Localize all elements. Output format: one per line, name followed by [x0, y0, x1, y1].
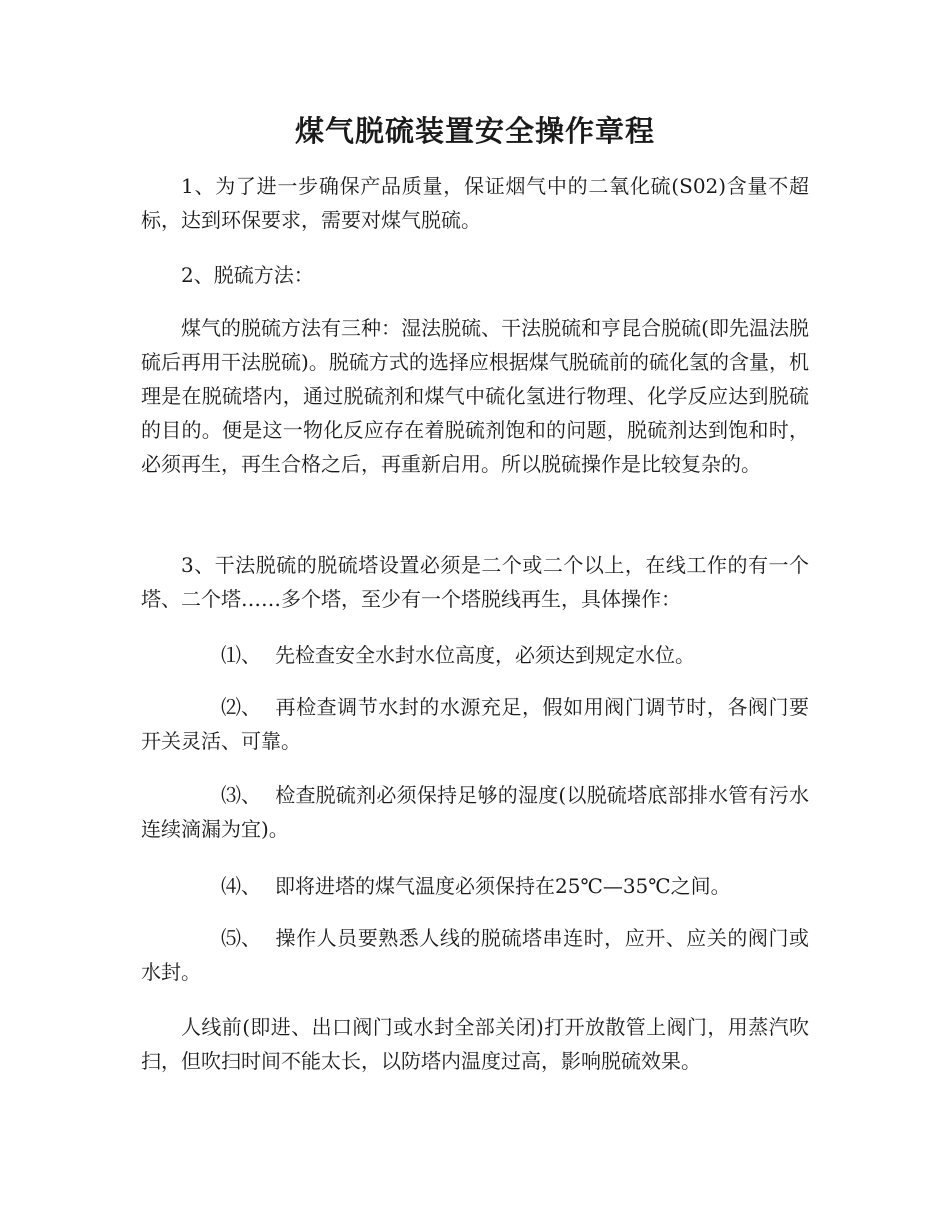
list-item-text: 再检查调节水封的水源充足，假如用阀门调节时，各阀门要开关灵活、可靠。 [141, 695, 809, 753]
list-item-text: 检查脱硫剂必须保持足够的湿度(以脱硫塔底部排水管有污水连续滴漏为宜)。 [141, 783, 809, 841]
list-item-text: 操作人员要熟悉人线的脱硫塔串连时，应开、应关的阀门或水封。 [141, 926, 809, 984]
list-item-text: 先检查安全水封水位高度，必须达到规定水位。 [275, 643, 695, 667]
list-item-4 [141, 869, 809, 903]
document-title: 煤气脱硫装置安全操作章程 [294, 114, 655, 148]
list-item-3 [141, 778, 809, 846]
paragraph-3: 煤气的脱硫方法有三种：湿法脱硫、干法脱硫和亨昆合脱硫(即先温法脱硫后再用干法脱硫)。脱硫方式的选择应根据煤气脱硫前的硫化氢的含量，机理是在脱硫塔内，通过脱硫剂和煤气中硫化氢进行物理、化学反应达到脱硫的目的。便是这一物化反应存在着脱硫剂饱和的问题，脱硫剂达到饱和时，必须再生，再生合格之后，再重新启用。所以脱硫操作是比较复杂的。 [141, 316, 809, 476]
paragraph-2: 2、脱硫方法： [181, 263, 314, 287]
list-item-number: ⑵、 [221, 695, 261, 719]
list-item-2 [141, 690, 809, 758]
list-item-number: ⑴、 [221, 643, 261, 667]
closing-paragraph: 人线前(即进、出口阀门或水封全部关闭)打开放散管上阀门，用蒸汽吹扫，但吹扫时间不能太长，以防塔内温度过高，影响脱硫效果。 [141, 1015, 809, 1073]
list-item-text: 即将进塔的煤气温度必须保持在25℃—35℃之间。 [275, 874, 731, 898]
list-item-1 [141, 638, 809, 672]
paragraph-1: 1、为了进一步确保产品质量，保证烟气中的二氧化硫(S02)含量不超标，达到环保要求，需要对煤气脱硫。 [141, 174, 809, 232]
list-item-number: ⑶、 [221, 783, 261, 807]
list-item-number: ⑸、 [221, 926, 261, 950]
list-item-5 [141, 921, 809, 989]
paragraph-4: 3、干法脱硫的脱硫塔设置必须是二个或二个以上，在线工作的有一个塔、二个塔……多个塔，至少有一个塔脱线再生，具体操作： [141, 553, 809, 611]
list-item-number: ⑷、 [221, 874, 261, 898]
